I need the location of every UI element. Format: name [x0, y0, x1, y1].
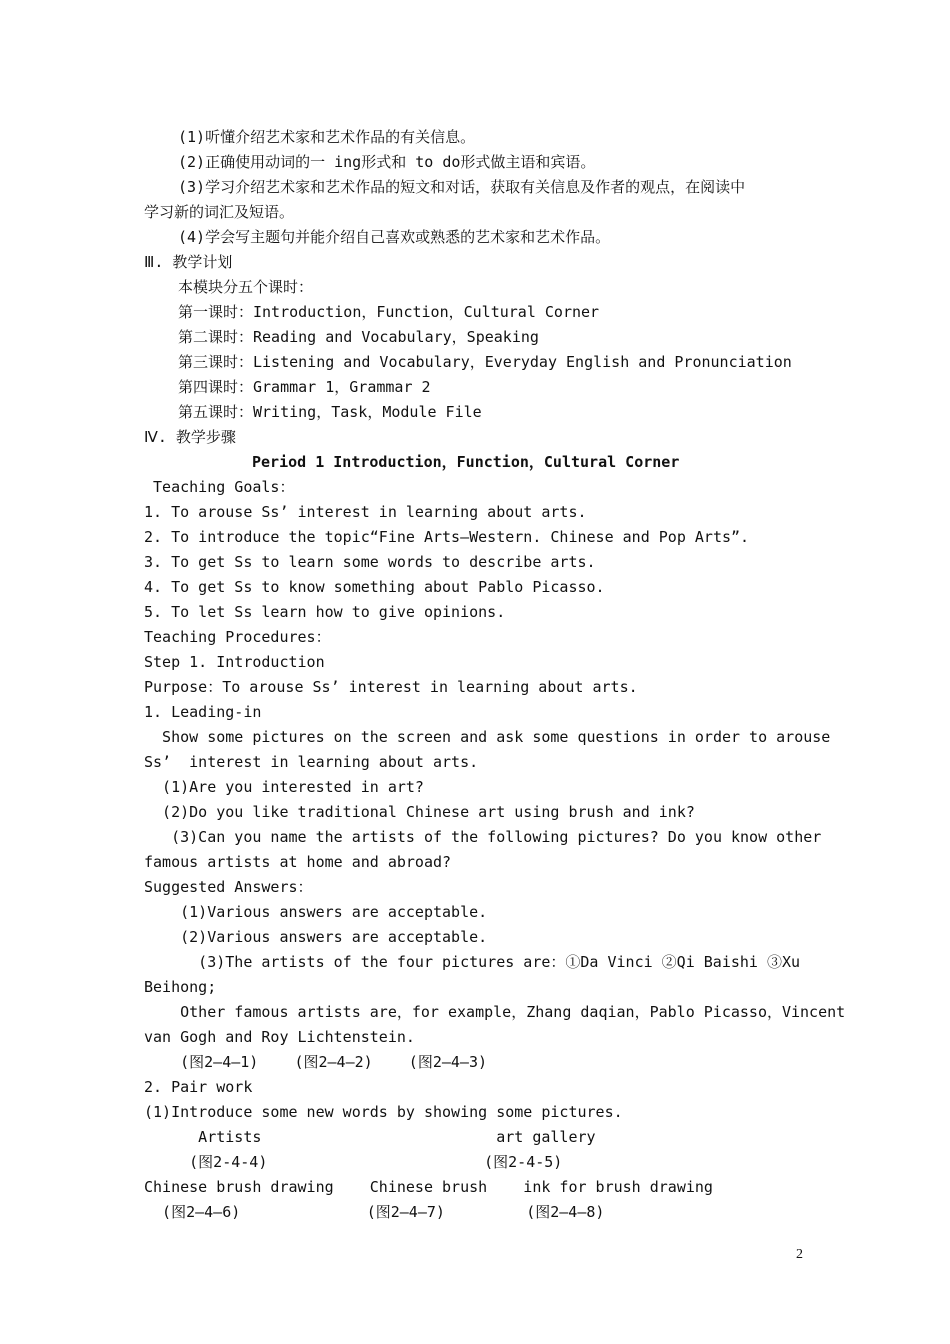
leading-in-text-2: Ss’ interest in learning about arts. [144, 753, 479, 771]
answer-3: (3)The artists of the four pictures are：①Da Vinci ②Qi Baishi ③Xu [144, 953, 801, 971]
goal-2: 2. To introduce the topic“Fine Arts—Western. Chinese and Pop Arts”. [144, 528, 750, 546]
page-number: 2 [796, 1247, 803, 1262]
leading-in-text-1: Show some pictures on the screen and ask some questions in order to arouse [144, 728, 831, 746]
objective-1: (1)听懂介绍艺术家和艺术作品的有关信息。 [178, 128, 476, 146]
answer-2: (2)Various answers are acceptable. [144, 928, 488, 946]
period-3-plan: 第三课时：Listening and Vocabulary，Everyday English and Pronunciation [178, 353, 792, 371]
figure-captions-6-8: (图2—4—6) (图2—4—7) (图2—4—8) [144, 1203, 605, 1221]
other-artists-cont: van Gogh and Roy Lichtenstein. [144, 1028, 415, 1046]
question-3: (3)Can you name the artists of the following pictures? Do you know other [144, 828, 822, 846]
other-artists: Other famous artists are，for example，Zhang daqian，Pablo Picasso，Vincent [144, 1003, 846, 1021]
period-4-plan: 第四课时：Grammar 1，Grammar 2 [178, 378, 431, 396]
pair-work-heading: 2. Pair work [144, 1078, 253, 1096]
question-3-cont: famous artists at home and abroad? [144, 853, 452, 871]
answer-3-cont: Beihong; [144, 978, 217, 996]
plan-intro: 本模块分五个课时： [178, 278, 314, 296]
section-4-heading: Ⅳ. 教学步骤 [144, 428, 236, 446]
figure-captions-1-3: (图2—4—1) (图2—4—2) (图2—4—3) [144, 1053, 488, 1071]
objective-3: (3)学习介绍艺术家和艺术作品的短文和对话，获取有关信息及作者的观点，在阅读中 [178, 178, 746, 196]
goals-heading: Teaching Goals： [144, 478, 295, 496]
question-2: (2)Do you like traditional Chinese art using brush and ink? [144, 803, 695, 821]
goal-3: 3. To get Ss to learn some words to describe arts. [144, 553, 596, 571]
goal-1: 1. To arouse Ss’ interest in learning about arts. [144, 503, 587, 521]
objective-4: (4)学会写主题句并能介绍自己喜欢或熟悉的艺术家和艺术作品。 [178, 228, 611, 246]
period-1-title: Period 1 Introduction，Function，Cultural Corner [252, 453, 680, 471]
suggested-answers-heading: Suggested Answers： [144, 878, 313, 896]
objective-2: (2)正确使用动词的一 ing形式和 to do形式做主语和宾语。 [178, 153, 596, 171]
period-5-plan: 第五课时：Writing，Task，Module File [178, 403, 482, 421]
goal-5: 5. To let Ss learn how to give opinions. [144, 603, 506, 621]
procedures-heading: Teaching Procedures： [144, 628, 331, 646]
leading-in-heading: 1. Leading-in [144, 703, 262, 721]
vocabulary-row-2: Chinese brush drawing Chinese brush ink for brush drawing [144, 1178, 713, 1196]
pair-work-item-1: (1)Introduce some new words by showing some pictures. [144, 1103, 623, 1121]
goal-4: 4. To get Ss to know something about Pablo Picasso. [144, 578, 605, 596]
period-1-plan: 第一课时：Introduction，Function，Cultural Corner [178, 303, 600, 321]
step-1-purpose: Purpose：To arouse Ss’ interest in learning about arts. [144, 678, 638, 696]
section-3-heading: Ⅲ. 教学计划 [144, 253, 233, 271]
figure-captions-4-5: (图2-4-4) (图2-4-5) [144, 1153, 563, 1171]
vocabulary-row-1: Artists art gallery [144, 1128, 596, 1146]
step-1-heading: Step 1. Introduction [144, 653, 325, 671]
answer-1: (1)Various answers are acceptable. [144, 903, 488, 921]
question-1: (1)Are you interested in art? [144, 778, 424, 796]
period-2-plan: 第二课时：Reading and Vocabulary，Speaking [178, 328, 539, 346]
objective-3-cont: 学习新的词汇及短语。 [144, 203, 295, 221]
